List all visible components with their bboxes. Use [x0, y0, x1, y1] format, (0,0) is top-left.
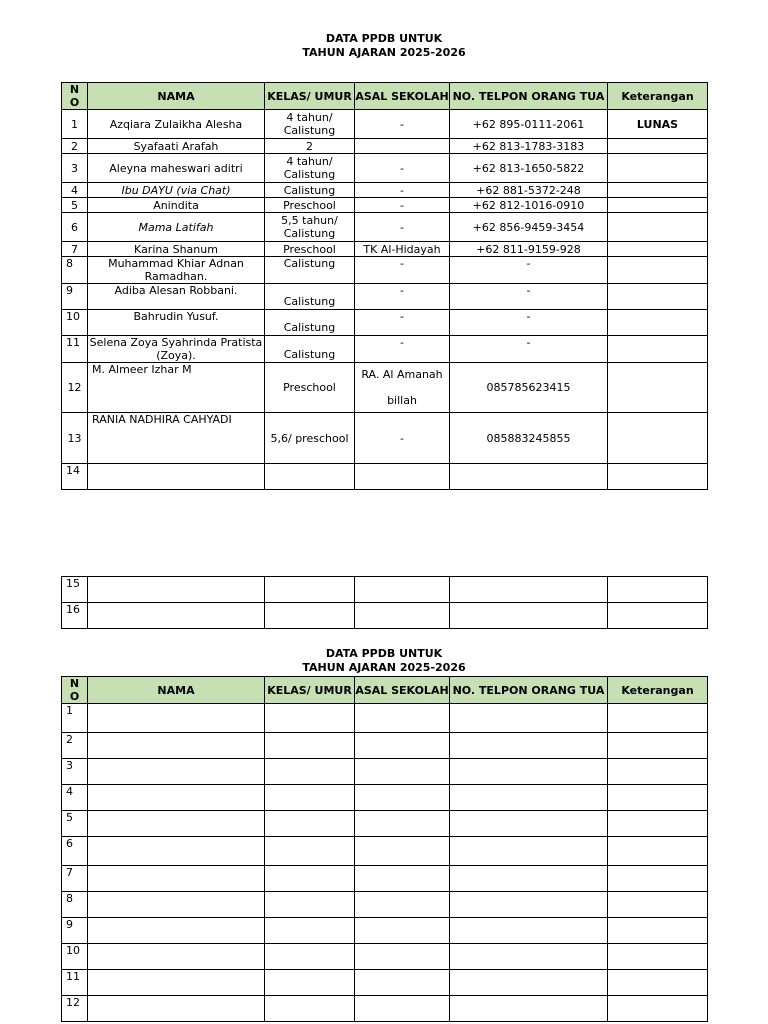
cell-asal — [355, 704, 450, 733]
cell-asal: - — [355, 284, 450, 310]
asal-line-1: RA. Al Amanah — [361, 368, 443, 381]
cell-no: 5 — [62, 198, 88, 213]
cell-no: 2 — [62, 139, 88, 154]
cell-no: 1 — [62, 110, 88, 139]
title-line-2: TAHUN AJARAN 2025-2026 — [302, 661, 466, 674]
cell-telp: +62 812-1016-0910 — [450, 198, 608, 213]
cell-ket — [608, 577, 708, 603]
cell-asal: - — [355, 110, 450, 139]
table-row — [62, 336, 708, 363]
cell-kelas — [265, 944, 355, 970]
cell-kelas: Preschool — [265, 198, 355, 213]
cell-asal — [355, 918, 450, 944]
cell-nama — [88, 811, 265, 837]
cell-asal: - — [355, 257, 450, 284]
cell-ket: LUNAS — [608, 110, 708, 139]
cell-asal — [355, 603, 450, 629]
table-row — [62, 242, 708, 257]
cell-asal — [355, 892, 450, 918]
cell-nama: Azqiara Zulaikha Alesha — [88, 110, 265, 139]
cell-nama — [88, 759, 265, 785]
cell-ket — [608, 464, 708, 490]
table-row — [62, 996, 708, 1022]
cell-kelas — [265, 866, 355, 892]
cell-ket — [608, 310, 708, 336]
cell-nama: RANIA NADHIRA CAHYADI — [88, 413, 265, 464]
cell-telp — [450, 970, 608, 996]
table-row — [62, 413, 708, 464]
cell-nama — [88, 785, 265, 811]
cell-no: 12 — [62, 363, 88, 413]
cell-nama: Ibu DAYU (via Chat) — [88, 183, 265, 198]
cell-telp — [450, 892, 608, 918]
cell-no: 7 — [62, 242, 88, 257]
ppdb-table-1 — [61, 82, 708, 490]
table-2-body — [62, 704, 708, 1022]
cell-ket — [608, 183, 708, 198]
cell-nama — [88, 996, 265, 1022]
cell-ket — [608, 336, 708, 363]
header-ket: Keterangan — [608, 83, 708, 110]
cell-telp — [450, 811, 608, 837]
table-row — [62, 837, 708, 866]
table-row — [62, 284, 708, 310]
cell-no: 6 — [62, 213, 88, 242]
cell-telp: - — [450, 336, 608, 363]
title-line-1: DATA PPDB UNTUK — [325, 32, 443, 45]
cell-ket — [608, 198, 708, 213]
header-telp: NO. TELPON ORANG TUA — [450, 83, 608, 110]
cell-telp — [450, 785, 608, 811]
cell-no: 2 — [62, 733, 88, 759]
table-row — [62, 759, 708, 785]
cell-asal — [355, 866, 450, 892]
table-row — [62, 811, 708, 837]
header-kelas: KELAS/ UMUR — [265, 677, 355, 704]
cell-ket — [608, 759, 708, 785]
cell-no: 15 — [62, 577, 88, 603]
cell-telp: - — [450, 310, 608, 336]
cell-nama — [88, 603, 265, 629]
header-nama: NAMA — [88, 677, 265, 704]
cell-ket — [608, 970, 708, 996]
cell-telp: +62 856-9459-3454 — [450, 213, 608, 242]
cell-ket — [608, 785, 708, 811]
cell-telp — [450, 704, 608, 733]
cell-nama: Bahrudin Yusuf. — [88, 310, 265, 336]
table-row — [62, 363, 708, 413]
cell-no: 4 — [62, 183, 88, 198]
cell-ket — [608, 603, 708, 629]
cell-nama: Mama Latifah — [88, 213, 265, 242]
cell-asal: - — [355, 154, 450, 183]
cell-telp: +62 881-5372-248 — [450, 183, 608, 198]
table-row — [62, 198, 708, 213]
cell-telp — [450, 837, 608, 866]
table-row — [62, 704, 708, 733]
document-title-2 — [0, 647, 768, 675]
cell-asal — [355, 970, 450, 996]
cell-telp — [450, 577, 608, 603]
header-ket: Keterangan — [608, 677, 708, 704]
cell-nama: Karina Shanum — [88, 242, 265, 257]
cell-ket — [608, 811, 708, 837]
cell-no: 11 — [62, 336, 88, 363]
table-row — [62, 785, 708, 811]
table-row — [62, 110, 708, 139]
cell-telp — [450, 733, 608, 759]
cell-kelas: Calistung — [265, 336, 355, 363]
cell-no: 1 — [62, 704, 88, 733]
cell-kelas — [265, 733, 355, 759]
cell-nama — [88, 866, 265, 892]
cell-no: 8 — [62, 892, 88, 918]
cell-no: 10 — [62, 310, 88, 336]
table-row — [62, 464, 708, 490]
table-row — [62, 733, 708, 759]
cell-asal: - — [355, 183, 450, 198]
cell-kelas — [265, 970, 355, 996]
cell-nama: M. Almeer Izhar M — [88, 363, 265, 413]
header-asal: ASAL SEKOLAH — [355, 677, 450, 704]
cell-telp — [450, 866, 608, 892]
cell-no: 16 — [62, 603, 88, 629]
cell-nama: Aleyna maheswari aditri — [88, 154, 265, 183]
cell-ket — [608, 213, 708, 242]
cell-telp: +62 895-0111-2061 — [450, 110, 608, 139]
header-nama: NAMA — [88, 83, 265, 110]
cell-ket — [608, 733, 708, 759]
cell-no: 7 — [62, 866, 88, 892]
cell-nama — [88, 970, 265, 996]
table-row — [62, 577, 708, 603]
cell-nama: Anindita — [88, 198, 265, 213]
cell-kelas — [265, 811, 355, 837]
cell-kelas: Preschool — [265, 363, 355, 413]
cell-ket — [608, 892, 708, 918]
cell-asal: - — [355, 310, 450, 336]
cell-no: 3 — [62, 759, 88, 785]
table-row — [62, 183, 708, 198]
cell-nama — [88, 944, 265, 970]
cell-ket — [608, 242, 708, 257]
cell-no: 8 — [62, 257, 88, 284]
cell-no: 9 — [62, 918, 88, 944]
cell-nama — [88, 892, 265, 918]
cell-kelas: Calistung — [265, 257, 355, 284]
header-no: N O — [62, 83, 88, 110]
cell-nama — [88, 918, 265, 944]
cell-telp: 085883245855 — [450, 413, 608, 464]
cell-ket — [608, 704, 708, 733]
table-row — [62, 213, 708, 242]
cell-asal — [355, 139, 450, 154]
cell-asal: - — [355, 413, 450, 464]
cell-kelas: 2 — [265, 139, 355, 154]
cell-ket — [608, 918, 708, 944]
cell-kelas — [265, 996, 355, 1022]
cell-telp: 085785623415 — [450, 363, 608, 413]
cell-nama — [88, 577, 265, 603]
cell-kelas — [265, 577, 355, 603]
header-row — [62, 83, 708, 110]
cell-ket — [608, 837, 708, 866]
cell-asal — [355, 363, 450, 413]
cell-asal — [355, 733, 450, 759]
cell-asal — [355, 785, 450, 811]
cell-kelas: Calistung — [265, 183, 355, 198]
cell-kelas — [265, 759, 355, 785]
header-asal: ASAL SEKOLAH — [355, 83, 450, 110]
cell-telp — [450, 603, 608, 629]
cell-kelas — [265, 892, 355, 918]
cell-kelas: Calistung — [265, 310, 355, 336]
header-row — [62, 677, 708, 704]
ppdb-table-1-continued — [61, 576, 708, 629]
cell-ket — [608, 257, 708, 284]
cell-no: 5 — [62, 811, 88, 837]
cell-no: 11 — [62, 970, 88, 996]
cell-telp: - — [450, 284, 608, 310]
cell-ket — [608, 363, 708, 413]
cell-telp — [450, 464, 608, 490]
cell-nama — [88, 464, 265, 490]
cell-asal: - — [355, 213, 450, 242]
table-row — [62, 139, 708, 154]
header-kelas: KELAS/ UMUR — [265, 83, 355, 110]
cell-no: 3 — [62, 154, 88, 183]
cell-kelas — [265, 785, 355, 811]
cell-kelas: 5,6/ preschool — [265, 413, 355, 464]
table-row — [62, 310, 708, 336]
cell-ket — [608, 284, 708, 310]
cell-no: 4 — [62, 785, 88, 811]
cell-kelas: 4 tahun/ Calistung — [265, 154, 355, 183]
cell-no: 12 — [62, 996, 88, 1022]
header-no: N O — [62, 677, 88, 704]
cell-kelas — [265, 918, 355, 944]
cell-ket — [608, 996, 708, 1022]
table-row — [62, 154, 708, 183]
asal-line-2: billah — [387, 394, 417, 407]
cell-asal — [355, 464, 450, 490]
cell-telp: +62 813-1783-3183 — [450, 139, 608, 154]
cell-kelas — [265, 704, 355, 733]
cell-ket — [608, 944, 708, 970]
cell-telp: +62 811-9159-928 — [450, 242, 608, 257]
cell-ket — [608, 139, 708, 154]
cell-asal: - — [355, 336, 450, 363]
cell-asal — [355, 759, 450, 785]
cell-telp: - — [450, 257, 608, 284]
cell-asal — [355, 996, 450, 1022]
cell-telp — [450, 759, 608, 785]
cell-no: 9 — [62, 284, 88, 310]
cell-nama — [88, 733, 265, 759]
cell-asal: TK Al-Hidayah — [355, 242, 450, 257]
cell-ket — [608, 866, 708, 892]
table-row — [62, 970, 708, 996]
cell-kelas — [265, 603, 355, 629]
cell-asal — [355, 577, 450, 603]
table-row — [62, 918, 708, 944]
cell-asal: - — [355, 198, 450, 213]
cell-kelas: 5,5 tahun/ Calistung — [265, 213, 355, 242]
cell-telp — [450, 918, 608, 944]
cell-nama: Adiba Alesan Robbani. — [88, 284, 265, 310]
cell-kelas — [265, 837, 355, 866]
table-row — [62, 866, 708, 892]
table-row — [62, 257, 708, 284]
cell-asal — [355, 944, 450, 970]
cell-ket — [608, 154, 708, 183]
cell-kelas: 4 tahun/ Calistung — [265, 110, 355, 139]
cell-no: 14 — [62, 464, 88, 490]
cell-nama: Muhammad Khiar Adnan Ramadhan. — [88, 257, 265, 284]
cell-telp — [450, 944, 608, 970]
cell-kelas: Preschool — [265, 242, 355, 257]
cell-kelas — [265, 464, 355, 490]
title-line-1: DATA PPDB UNTUK — [325, 647, 443, 660]
title-line-2: TAHUN AJARAN 2025-2026 — [302, 46, 466, 59]
cell-telp — [450, 996, 608, 1022]
cell-nama: Syafaati Arafah — [88, 139, 265, 154]
cell-nama — [88, 704, 265, 733]
cell-asal — [355, 811, 450, 837]
cell-kelas: Calistung — [265, 284, 355, 310]
header-telp: NO. TELPON ORANG TUA — [450, 677, 608, 704]
cell-ket — [608, 413, 708, 464]
cell-telp: +62 813-1650-5822 — [450, 154, 608, 183]
ppdb-table-2 — [61, 676, 708, 1022]
cell-nama: Selena Zoya Syahrinda Pratista (Zoya). — [88, 336, 265, 363]
table-row — [62, 603, 708, 629]
cell-no: 10 — [62, 944, 88, 970]
table-row — [62, 892, 708, 918]
cell-asal — [355, 837, 450, 866]
document-title-1 — [0, 32, 768, 60]
cell-no: 6 — [62, 837, 88, 866]
cell-no: 13 — [62, 413, 88, 464]
table-row — [62, 944, 708, 970]
cell-nama — [88, 837, 265, 866]
